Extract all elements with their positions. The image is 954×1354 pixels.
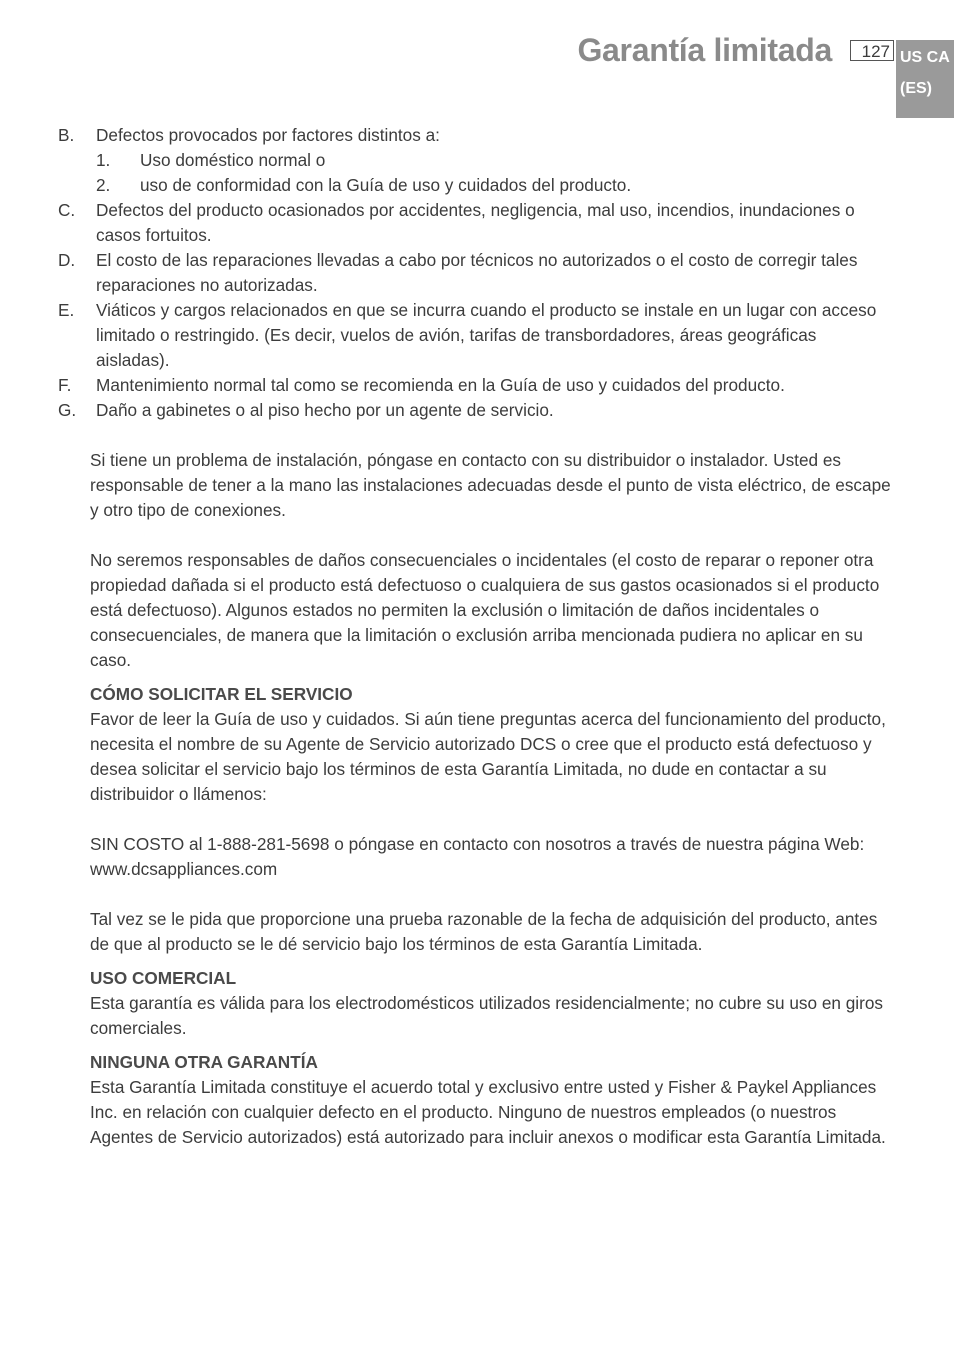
list-marker: F. bbox=[58, 375, 72, 395]
no-other-warranty-paragraph: Esta Garantía Limitada constituye el acuerdo total y exclusivo entre usted y Fisher & Paykel Appliances Inc. en relación con cualquier defecto en el producto. Ninguno de nuestros empleados (o nuestros Agentes de Servicio autorizados) está autorizado para incluir anexos o modificar esta Garantía Limitada. bbox=[90, 1077, 886, 1147]
list-item bbox=[0, 123, 954, 148]
page-title: Garantía limitada bbox=[577, 32, 832, 68]
list-item bbox=[0, 298, 954, 373]
list-item bbox=[0, 248, 954, 298]
region-tab bbox=[896, 40, 954, 118]
list-item-text: Mantenimiento normal tal como se recomienda en la Guía de uso y cuidados del producto. bbox=[96, 375, 785, 395]
commercial-use-heading: USO COMERCIAL bbox=[90, 968, 237, 988]
sub-list-marker: 2. bbox=[96, 175, 111, 195]
list-item-text: Viáticos y cargos relacionados en que se incurra cuando el producto se instale en un lugar con acceso limitado o restringido. (Es decir, vuelos de avión, tarifas de transbordadores, áreas geográficas aisladas). bbox=[96, 300, 877, 370]
list-item bbox=[0, 373, 954, 398]
list-item bbox=[0, 398, 954, 423]
proof-of-purchase-paragraph: Tal vez se le pida que proporcione una prueba razonable de la fecha de adquisición del producto, antes de que al producto se le dé servicio bajo los términos de esta Garantía Limitada. bbox=[90, 909, 878, 954]
service-heading: CÓMO SOLICITAR EL SERVICIO bbox=[90, 684, 353, 704]
service-paragraph: Favor de leer la Guía de uso y cuidados. Si aún tiene preguntas acerca del funcionamiento del producto, necesita el nombre de su Agente de Servicio autorizado DCS o cree que el producto está defectuoso y desea solicitar el servicio bajo los términos de esta Garantía Limitada, no dude en contactar a su distribuidor o llámenos: bbox=[90, 709, 886, 804]
list-marker: D. bbox=[58, 250, 76, 270]
list-marker: G. bbox=[58, 400, 77, 420]
list-item-text: Defectos del producto ocasionados por accidentes, negligencia, mal uso, incendios, inundaciones o casos fortuitos. bbox=[96, 200, 855, 245]
sub-list-marker: 1. bbox=[96, 150, 111, 170]
list-marker: C. bbox=[58, 200, 76, 220]
commercial-use-paragraph: Esta garantía es válida para los electrodomésticos utilizados residencialmente; no cubre su uso en giros comerciales. bbox=[90, 993, 883, 1038]
region-label-language: (ES) bbox=[900, 80, 932, 97]
list-marker: E. bbox=[58, 300, 75, 320]
sub-list-item-text: uso de conformidad con la Guía de uso y cuidados del producto. bbox=[140, 175, 632, 195]
contact-paragraph: SIN COSTO al 1-888-281-5698 o póngase en contacto con nosotros a través de nuestra página Web: www.dcsappliances.com bbox=[90, 834, 865, 879]
region-label-primary: US CA bbox=[900, 49, 950, 66]
sub-list-item-text: Uso doméstico normal o bbox=[140, 150, 326, 170]
list-marker: B. bbox=[58, 125, 75, 145]
consequential-damages-paragraph: No seremos responsables de daños consecuenciales o incidentales (el costo de reparar o reponer otra propiedad dañada si el producto está defectuoso o cualquiera de sus gastos ocasionados si el producto está defectuoso). Algunos estados no permiten la exclusión o limitación de daños incidentales o consecuenciales, de manera que la limitación o exclusión arriba mencionada pudiera no aplicar en su caso. bbox=[90, 550, 880, 670]
installation-paragraph: Si tiene un problema de instalación, póngase en contacto con su distribuidor o instalador. Usted es responsable de tener a la mano las instalaciones adecuadas desde el punto de vista eléctrico, de escape y otro tipo de conexiones. bbox=[90, 450, 891, 520]
list-item-text: Daño a gabinetes o al piso hecho por un agente de servicio. bbox=[96, 400, 554, 420]
sub-list-item bbox=[0, 173, 954, 198]
page-number: 127 bbox=[850, 40, 894, 61]
list-item-text: Defectos provocados por factores distintos a: bbox=[96, 125, 440, 145]
sub-list-item bbox=[0, 148, 954, 173]
list-item bbox=[0, 198, 954, 248]
document-body bbox=[0, 123, 954, 1150]
list-item-text: El costo de las reparaciones llevadas a cabo por técnicos no autorizados o el costo de corregir tales reparaciones no autorizadas. bbox=[96, 250, 858, 295]
no-other-warranty-heading: NINGUNA OTRA GARANTÍA bbox=[90, 1052, 318, 1072]
